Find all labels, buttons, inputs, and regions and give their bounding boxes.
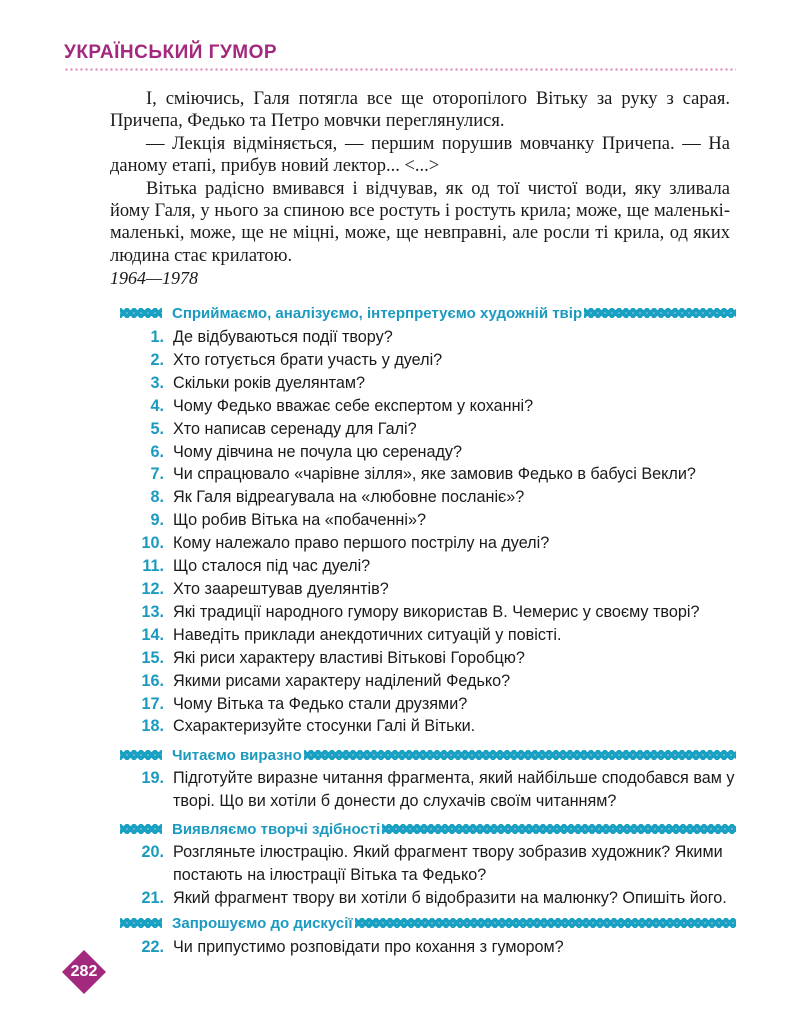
diamond-dots-decoration	[120, 918, 162, 928]
page-number: 282	[70, 963, 98, 980]
question-item	[120, 395, 736, 418]
question-number: 4.	[150, 396, 164, 415]
question-text: Хто готується брати участь у дуелі?	[173, 350, 443, 369]
question-text: Що робив Вітька на «побаченні»?	[173, 511, 426, 530]
question-item	[120, 372, 736, 395]
question-text: Розгляньте ілюстрацію. Який фрагмент твору зобразив художник? Якими постають на ілюстрації Вітька та Федько?	[173, 843, 723, 884]
question-text: Які традиції народного гумору використав В. Чемерис у своєму творі?	[173, 602, 700, 621]
question-number: 10.	[141, 534, 164, 553]
question-number: 13.	[141, 602, 164, 621]
question-number: 15.	[141, 648, 164, 667]
section-heading-discussion	[120, 912, 736, 934]
section-heading-analysis	[120, 302, 736, 324]
question-text: Підготуйте виразне читання фрагмента, який найбільше сподобався вам у творі. Що ви хотіли б донести до слухачів своїм читанням?	[173, 769, 735, 810]
question-item	[120, 841, 736, 887]
question-item	[120, 936, 736, 959]
question-text: Чи припустимо розповідати про кохання з гумором?	[173, 938, 564, 956]
question-item	[120, 486, 736, 509]
question-text: Що сталося під час дуелі?	[173, 557, 371, 576]
question-number: 14.	[141, 625, 164, 644]
question-item	[120, 670, 736, 693]
section-heading-creative	[120, 818, 736, 840]
question-item	[120, 555, 736, 578]
question-number: 5.	[150, 419, 164, 438]
question-item	[120, 693, 736, 716]
section-heading-reading	[120, 744, 736, 766]
question-number: 9.	[150, 511, 164, 530]
header-dotted-rule	[64, 68, 736, 71]
question-item	[120, 418, 736, 441]
question-item	[120, 624, 736, 647]
question-text: Якими рисами характеру наділений Федько?	[173, 671, 511, 690]
question-text: Чому дівчина не почула цю серенаду?	[173, 442, 462, 461]
question-text: Хто написав серенаду для Галі?	[173, 419, 417, 438]
section-title: Сприймаємо, аналізуємо, інтерпретуємо художній твір	[172, 304, 583, 322]
question-item	[120, 767, 736, 813]
question-list-analysis	[120, 326, 736, 738]
question-item	[120, 532, 736, 555]
question-number: 7.	[150, 465, 164, 484]
question-item	[120, 326, 736, 349]
question-list-reading	[120, 767, 736, 813]
question-text: Де відбуваються події твору?	[173, 328, 393, 346]
section-title: Читаємо виразно	[172, 746, 302, 764]
question-item	[120, 578, 736, 601]
question-number: 12.	[141, 579, 164, 598]
diamond-dots-decoration	[382, 824, 736, 834]
question-text: Хто заарештував дуелянтів?	[173, 579, 389, 598]
story-paragraph: — Лекція відміняється, — першим порушив мовчанку Причепа. — На даному етапі, прибув новий лектор... <...>	[110, 133, 730, 177]
question-item	[120, 349, 736, 372]
diamond-dots-decoration	[120, 750, 162, 760]
question-number: 17.	[141, 694, 164, 713]
question-text: Які риси характеру властиві Вітькові Горобцю?	[173, 648, 525, 667]
diamond-dots-decoration	[120, 308, 162, 318]
question-text: Наведіть приклади анекдотичних ситуацій у повісті.	[173, 625, 562, 644]
question-list-discussion	[120, 936, 736, 959]
question-number: 8.	[150, 488, 164, 507]
question-text: Як Галя відреагувала на «любовне посланіє»?	[173, 488, 525, 507]
question-item	[120, 601, 736, 624]
question-number: 3.	[150, 373, 164, 392]
question-number: 11.	[142, 557, 164, 576]
diamond-dots-decoration	[304, 750, 736, 760]
question-text: Який фрагмент твору ви хотіли б відобразити на малюнку? Опишіть його.	[173, 888, 727, 907]
question-number: 1.	[150, 328, 164, 346]
question-text: Кому належало право першого пострілу на дуелі?	[173, 534, 550, 553]
question-text: Чому Вітька та Федько стали друзями?	[173, 694, 468, 713]
question-text: Чому Федько вважає себе експертом у коханні?	[173, 396, 534, 415]
question-text: Чи спрацювало «чарівне зілля», яке замовив Федько в бабусі Векли?	[173, 465, 696, 484]
page-header-title: УКРАЇНСЬКИЙ ГУМОР	[64, 42, 278, 63]
story-date: 1964—1978	[110, 268, 199, 288]
question-list-creative	[120, 841, 736, 910]
section-title: Виявляємо творчі здібності	[172, 820, 381, 838]
question-item	[120, 715, 736, 738]
question-number: 6.	[150, 442, 164, 461]
question-number: 22.	[141, 938, 164, 956]
question-number: 21.	[141, 888, 164, 907]
question-item	[120, 887, 736, 910]
story-paragraph: І, сміючись, Галя потягла все ще оторопілого Вітьку за руку з сарая. Причепа, Федько та Петро мовчки переглянулися.	[110, 89, 730, 132]
story-paragraph: Вітька радісно вмивався і відчував, як од тої чистої води, яку зливала йому Галя, у нього за спиною все ростуть і ростуть крила; може, ще маленькі-маленькі, може, ще не міцні, може, ще невправні, але росли ті крила, од яких людина стає крилатою.	[110, 178, 730, 266]
diamond-dots-decoration	[120, 824, 162, 834]
question-item	[120, 441, 736, 464]
question-number: 16.	[141, 671, 164, 690]
question-number: 20.	[141, 843, 164, 861]
question-item	[120, 463, 736, 486]
question-text: Схарактеризуйте стосунки Галі й Вітьки.	[173, 717, 476, 736]
question-item	[120, 647, 736, 670]
question-number: 18.	[141, 717, 164, 736]
question-number: 19.	[141, 769, 164, 787]
diamond-dots-decoration	[355, 918, 736, 928]
story-text	[110, 88, 730, 267]
question-item	[120, 509, 736, 532]
question-text: Скільки років дуелянтам?	[173, 373, 365, 392]
section-title: Запрошуємо до дискусії	[172, 914, 353, 932]
diamond-dots-decoration	[584, 308, 736, 318]
question-number: 2.	[150, 350, 164, 369]
